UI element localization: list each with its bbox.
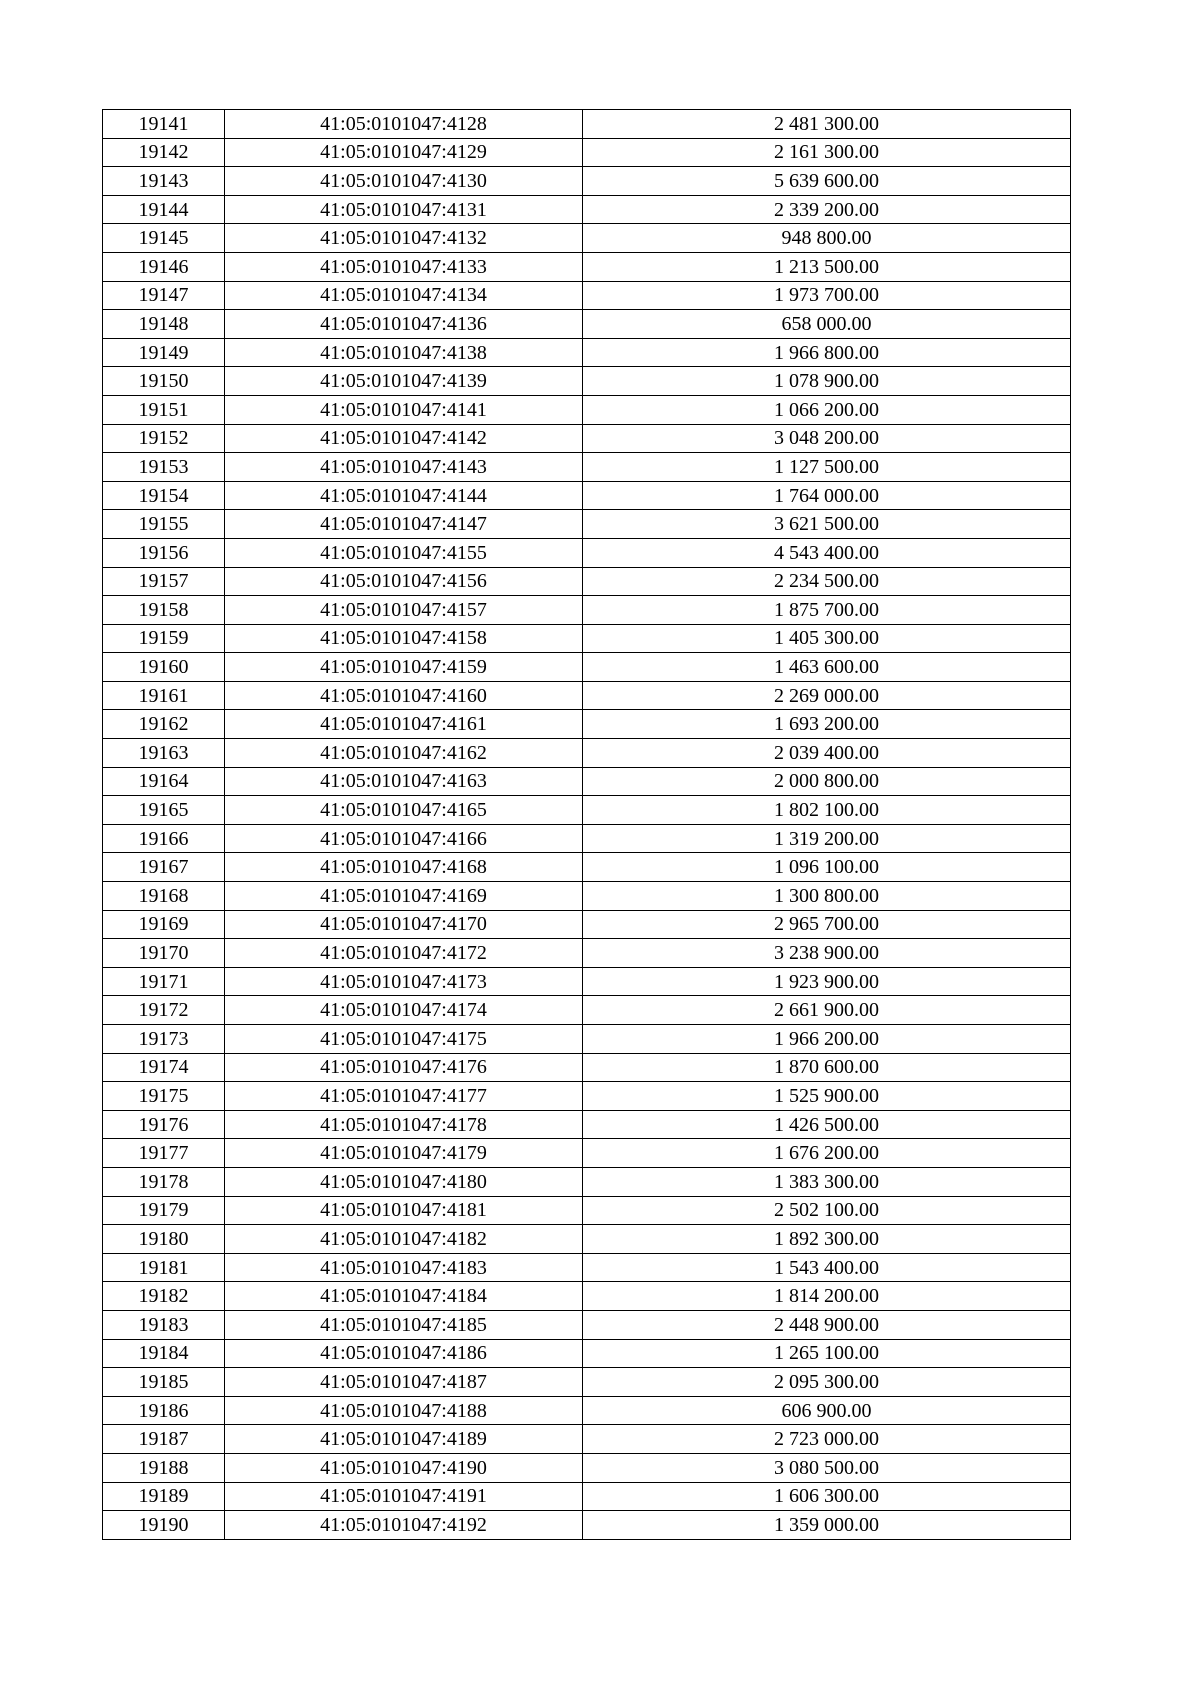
cadastral-number-cell: 41:05:0101047:4174 — [225, 996, 583, 1025]
row-number-cell: 19185 — [103, 1368, 225, 1397]
cadastral-number-cell: 41:05:0101047:4172 — [225, 939, 583, 968]
table-row — [103, 1482, 1071, 1511]
table-row — [103, 1425, 1071, 1454]
cadastral-number-cell: 41:05:0101047:4189 — [225, 1425, 583, 1454]
cadastral-value-cell: 2 095 300.00 — [583, 1368, 1071, 1397]
table-row — [103, 110, 1071, 139]
table-row — [103, 882, 1071, 911]
cadastral-value-cell: 1 543 400.00 — [583, 1253, 1071, 1282]
cadastral-value-cell: 658 000.00 — [583, 310, 1071, 339]
cadastral-number-cell: 41:05:0101047:4170 — [225, 910, 583, 939]
row-number-cell: 19170 — [103, 939, 225, 968]
table-row — [103, 1396, 1071, 1425]
cadastral-value-cell: 2 723 000.00 — [583, 1425, 1071, 1454]
cadastral-value-cell: 2 502 100.00 — [583, 1196, 1071, 1225]
row-number-cell: 19188 — [103, 1453, 225, 1482]
table-row — [103, 1282, 1071, 1311]
cadastral-value-cell: 2 339 200.00 — [583, 195, 1071, 224]
row-number-cell: 19153 — [103, 453, 225, 482]
row-number-cell: 19163 — [103, 739, 225, 768]
table-row — [103, 596, 1071, 625]
row-number-cell: 19177 — [103, 1139, 225, 1168]
row-number-cell: 19148 — [103, 310, 225, 339]
cadastral-value-cell: 1 066 200.00 — [583, 395, 1071, 424]
row-number-cell: 19190 — [103, 1511, 225, 1540]
row-number-cell: 19146 — [103, 252, 225, 281]
cadastral-value-cell: 1 213 500.00 — [583, 252, 1071, 281]
cadastral-number-cell: 41:05:0101047:4141 — [225, 395, 583, 424]
table-row — [103, 1139, 1071, 1168]
row-number-cell: 19166 — [103, 824, 225, 853]
cadastral-value-cell: 1 096 100.00 — [583, 853, 1071, 882]
cadastral-number-cell: 41:05:0101047:4132 — [225, 224, 583, 253]
row-number-cell: 19182 — [103, 1282, 225, 1311]
table-row — [103, 281, 1071, 310]
cadastral-value-cell: 1 359 000.00 — [583, 1511, 1071, 1540]
cadastral-value-cell: 4 543 400.00 — [583, 538, 1071, 567]
table-row — [103, 1053, 1071, 1082]
table-row — [103, 653, 1071, 682]
cadastral-number-cell: 41:05:0101047:4187 — [225, 1368, 583, 1397]
table-row — [103, 453, 1071, 482]
cadastral-number-cell: 41:05:0101047:4133 — [225, 252, 583, 281]
cadastral-number-cell: 41:05:0101047:4191 — [225, 1482, 583, 1511]
table-row — [103, 967, 1071, 996]
table-row — [103, 767, 1071, 796]
row-number-cell: 19187 — [103, 1425, 225, 1454]
cadastral-value-cell: 2 448 900.00 — [583, 1310, 1071, 1339]
cadastral-number-cell: 41:05:0101047:4163 — [225, 767, 583, 796]
row-number-cell: 19159 — [103, 624, 225, 653]
cadastral-value-cell: 1 764 000.00 — [583, 481, 1071, 510]
table-body — [103, 110, 1071, 1540]
cadastral-number-cell: 41:05:0101047:4165 — [225, 796, 583, 825]
row-number-cell: 19183 — [103, 1310, 225, 1339]
row-number-cell: 19179 — [103, 1196, 225, 1225]
row-number-cell: 19150 — [103, 367, 225, 396]
table-row — [103, 1339, 1071, 1368]
cadastral-value-cell: 1 426 500.00 — [583, 1110, 1071, 1139]
cadastral-value-cell: 1 265 100.00 — [583, 1339, 1071, 1368]
cadastral-number-cell: 41:05:0101047:4157 — [225, 596, 583, 625]
row-number-cell: 19156 — [103, 538, 225, 567]
cadastral-number-cell: 41:05:0101047:4144 — [225, 481, 583, 510]
cadastral-number-cell: 41:05:0101047:4175 — [225, 1025, 583, 1054]
row-number-cell: 19155 — [103, 510, 225, 539]
table-row — [103, 1025, 1071, 1054]
cadastral-number-cell: 41:05:0101047:4177 — [225, 1082, 583, 1111]
table-row — [103, 1082, 1071, 1111]
cadastral-value-cell: 1 814 200.00 — [583, 1282, 1071, 1311]
cadastral-value-cell: 1 923 900.00 — [583, 967, 1071, 996]
row-number-cell: 19181 — [103, 1253, 225, 1282]
table-row — [103, 996, 1071, 1025]
table-row — [103, 796, 1071, 825]
cadastral-value-cell: 1 525 900.00 — [583, 1082, 1071, 1111]
table-row — [103, 424, 1071, 453]
row-number-cell: 19147 — [103, 281, 225, 310]
row-number-cell: 19142 — [103, 138, 225, 167]
table-row — [103, 167, 1071, 196]
table-row — [103, 1225, 1071, 1254]
row-number-cell: 19143 — [103, 167, 225, 196]
row-number-cell: 19174 — [103, 1053, 225, 1082]
table-row — [103, 1368, 1071, 1397]
row-number-cell: 19176 — [103, 1110, 225, 1139]
cadastral-number-cell: 41:05:0101047:4130 — [225, 167, 583, 196]
cadastral-value-cell: 1 875 700.00 — [583, 596, 1071, 625]
row-number-cell: 19186 — [103, 1396, 225, 1425]
cadastral-number-cell: 41:05:0101047:4131 — [225, 195, 583, 224]
cadastral-number-cell: 41:05:0101047:4168 — [225, 853, 583, 882]
cadastral-value-cell: 1 078 900.00 — [583, 367, 1071, 396]
table-row — [103, 1310, 1071, 1339]
table-row — [103, 481, 1071, 510]
cadastral-value-cell: 2 965 700.00 — [583, 910, 1071, 939]
table-row — [103, 710, 1071, 739]
cadastral-value-cell: 2 481 300.00 — [583, 110, 1071, 139]
cadastral-value-cell: 1 319 200.00 — [583, 824, 1071, 853]
row-number-cell: 19169 — [103, 910, 225, 939]
cadastral-number-cell: 41:05:0101047:4143 — [225, 453, 583, 482]
row-number-cell: 19178 — [103, 1167, 225, 1196]
cadastral-value-cell: 1 966 200.00 — [583, 1025, 1071, 1054]
cadastral-number-cell: 41:05:0101047:4142 — [225, 424, 583, 453]
cadastral-value-cell: 1 405 300.00 — [583, 624, 1071, 653]
table-row — [103, 939, 1071, 968]
table-row — [103, 395, 1071, 424]
table-row — [103, 367, 1071, 396]
row-number-cell: 19161 — [103, 681, 225, 710]
cadastral-number-cell: 41:05:0101047:4136 — [225, 310, 583, 339]
cadastral-number-cell: 41:05:0101047:4139 — [225, 367, 583, 396]
table-row — [103, 739, 1071, 768]
cadastral-value-cell: 3 048 200.00 — [583, 424, 1071, 453]
row-number-cell: 19141 — [103, 110, 225, 139]
table-row — [103, 224, 1071, 253]
table-row — [103, 624, 1071, 653]
cadastral-number-cell: 41:05:0101047:4186 — [225, 1339, 583, 1368]
row-number-cell: 19164 — [103, 767, 225, 796]
row-number-cell: 19158 — [103, 596, 225, 625]
cadastral-value-cell: 1 693 200.00 — [583, 710, 1071, 739]
table-row — [103, 538, 1071, 567]
table-row — [103, 567, 1071, 596]
row-number-cell: 19168 — [103, 882, 225, 911]
cadastral-number-cell: 41:05:0101047:4158 — [225, 624, 583, 653]
cadastral-value-cell: 5 639 600.00 — [583, 167, 1071, 196]
cadastral-value-cell: 1 606 300.00 — [583, 1482, 1071, 1511]
table-row — [103, 195, 1071, 224]
cadastral-number-cell: 41:05:0101047:4155 — [225, 538, 583, 567]
cadastral-value-cell: 1 870 600.00 — [583, 1053, 1071, 1082]
cadastral-value-cell: 606 900.00 — [583, 1396, 1071, 1425]
cadastral-value-cell: 3 238 900.00 — [583, 939, 1071, 968]
row-number-cell: 19144 — [103, 195, 225, 224]
cadastral-number-cell: 41:05:0101047:4184 — [225, 1282, 583, 1311]
cadastral-value-cell: 1 127 500.00 — [583, 453, 1071, 482]
cadastral-value-cell: 1 463 600.00 — [583, 653, 1071, 682]
cadastral-number-cell: 41:05:0101047:4176 — [225, 1053, 583, 1082]
cadastral-value-cell: 2 661 900.00 — [583, 996, 1071, 1025]
cadastral-number-cell: 41:05:0101047:4128 — [225, 110, 583, 139]
table-row — [103, 138, 1071, 167]
table-row — [103, 1511, 1071, 1540]
cadastral-number-cell: 41:05:0101047:4190 — [225, 1453, 583, 1482]
cadastral-number-cell: 41:05:0101047:4180 — [225, 1167, 583, 1196]
table-row — [103, 252, 1071, 281]
row-number-cell: 19180 — [103, 1225, 225, 1254]
cadastral-number-cell: 41:05:0101047:4188 — [225, 1396, 583, 1425]
cadastral-value-cell: 1 383 300.00 — [583, 1167, 1071, 1196]
cadastral-value-cell: 2 039 400.00 — [583, 739, 1071, 768]
table-row — [103, 853, 1071, 882]
row-number-cell: 19162 — [103, 710, 225, 739]
cadastral-number-cell: 41:05:0101047:4160 — [225, 681, 583, 710]
cadastral-number-cell: 41:05:0101047:4185 — [225, 1310, 583, 1339]
cadastral-number-cell: 41:05:0101047:4182 — [225, 1225, 583, 1254]
row-number-cell: 19175 — [103, 1082, 225, 1111]
cadastral-number-cell: 41:05:0101047:4138 — [225, 338, 583, 367]
cadastral-number-cell: 41:05:0101047:4192 — [225, 1511, 583, 1540]
cadastral-value-cell: 1 892 300.00 — [583, 1225, 1071, 1254]
cadastral-number-cell: 41:05:0101047:4181 — [225, 1196, 583, 1225]
cadastral-value-cell: 3 621 500.00 — [583, 510, 1071, 539]
cadastral-number-cell: 41:05:0101047:4173 — [225, 967, 583, 996]
cadastral-value-cell: 2 000 800.00 — [583, 767, 1071, 796]
row-number-cell: 19167 — [103, 853, 225, 882]
cadastral-number-cell: 41:05:0101047:4129 — [225, 138, 583, 167]
cadastral-value-cell: 3 080 500.00 — [583, 1453, 1071, 1482]
row-number-cell: 19184 — [103, 1339, 225, 1368]
cadastral-number-cell: 41:05:0101047:4162 — [225, 739, 583, 768]
cadastral-value-cell: 2 161 300.00 — [583, 138, 1071, 167]
cadastral-value-cell: 948 800.00 — [583, 224, 1071, 253]
cadastral-number-cell: 41:05:0101047:4156 — [225, 567, 583, 596]
row-number-cell: 19157 — [103, 567, 225, 596]
cadastral-value-cell: 1 300 800.00 — [583, 882, 1071, 911]
cadastral-number-cell: 41:05:0101047:4183 — [225, 1253, 583, 1282]
cadastral-value-cell: 2 269 000.00 — [583, 681, 1071, 710]
row-number-cell: 19172 — [103, 996, 225, 1025]
row-number-cell: 19171 — [103, 967, 225, 996]
cadastral-value-table — [102, 109, 1071, 1540]
cadastral-value-cell: 1 966 800.00 — [583, 338, 1071, 367]
cadastral-value-cell: 1 676 200.00 — [583, 1139, 1071, 1168]
row-number-cell: 19149 — [103, 338, 225, 367]
table-row — [103, 510, 1071, 539]
cadastral-value-cell: 1 802 100.00 — [583, 796, 1071, 825]
row-number-cell: 19152 — [103, 424, 225, 453]
row-number-cell: 19154 — [103, 481, 225, 510]
table-row — [103, 310, 1071, 339]
cadastral-number-cell: 41:05:0101047:4179 — [225, 1139, 583, 1168]
cadastral-value-cell: 1 973 700.00 — [583, 281, 1071, 310]
table-row — [103, 910, 1071, 939]
table-row — [103, 338, 1071, 367]
cadastral-number-cell: 41:05:0101047:4161 — [225, 710, 583, 739]
cadastral-number-cell: 41:05:0101047:4147 — [225, 510, 583, 539]
cadastral-number-cell: 41:05:0101047:4134 — [225, 281, 583, 310]
cadastral-number-cell: 41:05:0101047:4159 — [225, 653, 583, 682]
table-row — [103, 1110, 1071, 1139]
row-number-cell: 19160 — [103, 653, 225, 682]
table-row — [103, 1167, 1071, 1196]
row-number-cell: 19165 — [103, 796, 225, 825]
table-row — [103, 681, 1071, 710]
cadastral-value-cell: 2 234 500.00 — [583, 567, 1071, 596]
cadastral-number-cell: 41:05:0101047:4178 — [225, 1110, 583, 1139]
row-number-cell: 19145 — [103, 224, 225, 253]
row-number-cell: 19151 — [103, 395, 225, 424]
table-row — [103, 1453, 1071, 1482]
table-row — [103, 1196, 1071, 1225]
table-row — [103, 1253, 1071, 1282]
cadastral-number-cell: 41:05:0101047:4166 — [225, 824, 583, 853]
table-row — [103, 824, 1071, 853]
row-number-cell: 19189 — [103, 1482, 225, 1511]
cadastral-number-cell: 41:05:0101047:4169 — [225, 882, 583, 911]
row-number-cell: 19173 — [103, 1025, 225, 1054]
